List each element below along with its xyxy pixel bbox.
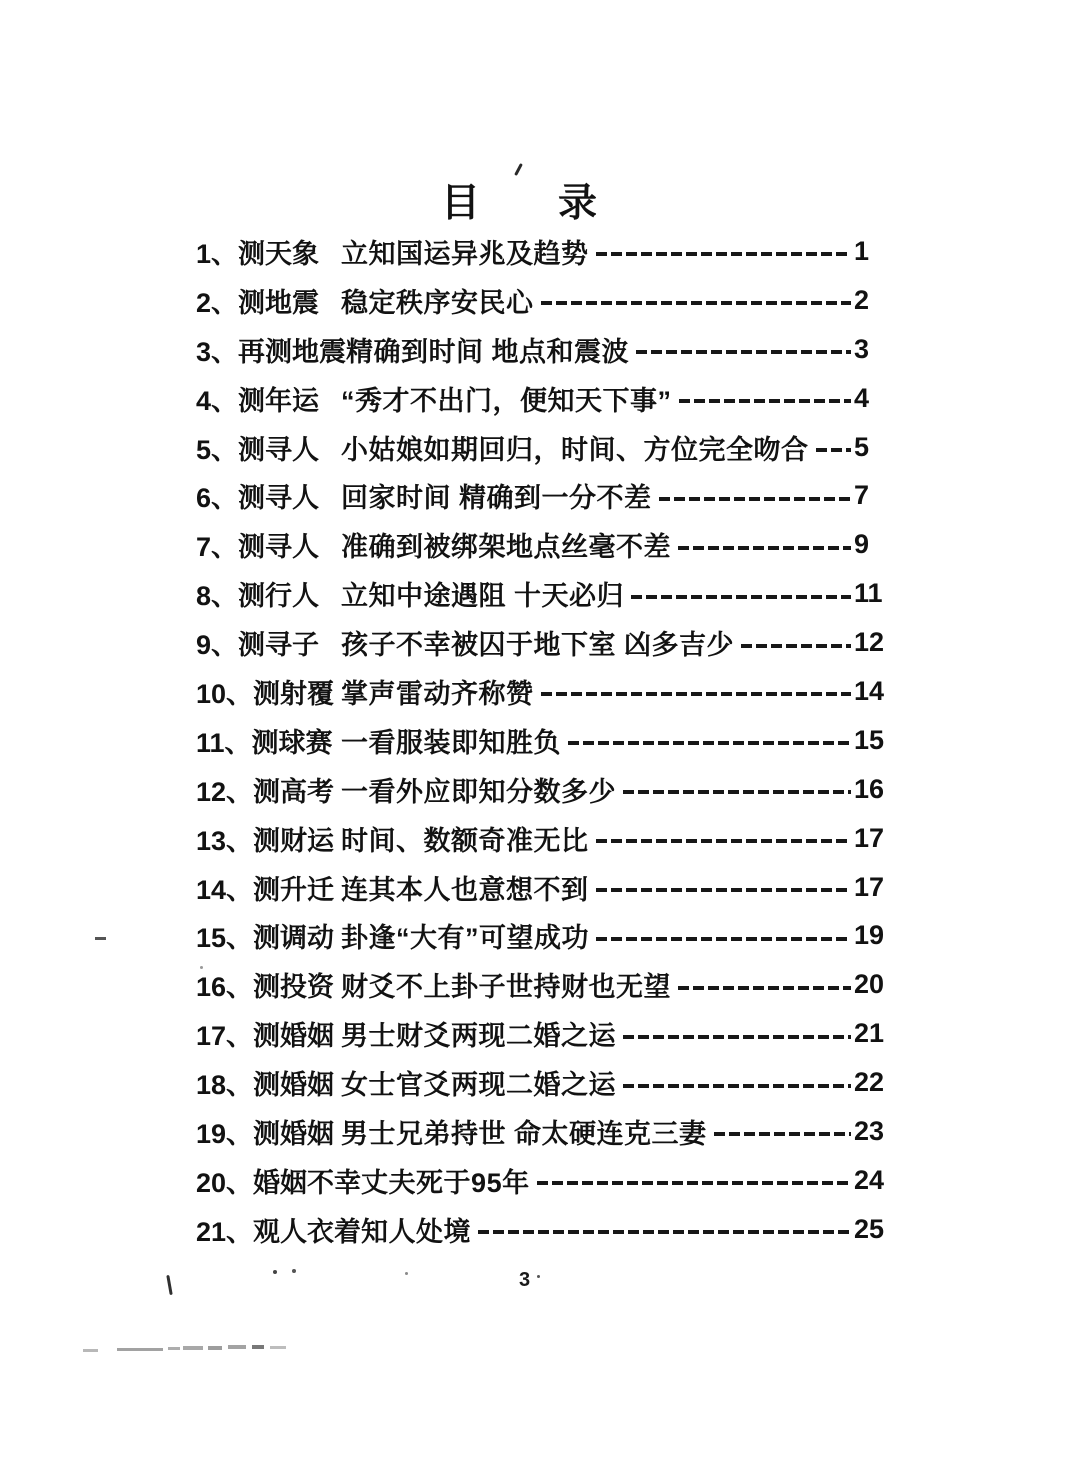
entry-number: 21、 xyxy=(196,1216,254,1247)
leader-line xyxy=(537,1181,851,1185)
toc-entry xyxy=(196,1058,890,1107)
title-char-right: 录 xyxy=(558,182,598,225)
leader-line xyxy=(623,1084,851,1088)
entry-label xyxy=(196,476,341,515)
leader-line xyxy=(659,497,851,501)
entry-label xyxy=(196,721,341,760)
entry-page: 21 xyxy=(854,1018,885,1049)
entry-label xyxy=(196,623,341,662)
entry-category: 测寻人 xyxy=(238,434,320,465)
entry-number: 1、 xyxy=(196,238,239,269)
entry-number: 5、 xyxy=(196,434,239,465)
entry-page: 1 xyxy=(854,235,870,266)
entry-number: 12、 xyxy=(196,776,254,807)
scan-artifact-bottom-smudge xyxy=(252,1345,264,1349)
toc-entry xyxy=(196,276,890,325)
entry-category: 测行人 xyxy=(238,581,320,612)
entry-label xyxy=(196,672,341,711)
entry-label xyxy=(196,232,341,271)
entry-label xyxy=(196,1112,341,1151)
entry-number: 4、 xyxy=(196,385,239,416)
entry-category: 测高考 xyxy=(253,776,335,807)
leader-line xyxy=(596,839,852,843)
toc-entry xyxy=(196,471,890,520)
scan-artifact-bottom-smudge xyxy=(228,1345,246,1349)
leader-line xyxy=(741,644,851,648)
entry-category: 测寻子 xyxy=(238,630,320,661)
entry-label xyxy=(196,770,341,809)
entry-label xyxy=(196,1210,361,1249)
entry-description: 一看服装即知胜负 xyxy=(341,727,561,758)
entry-number: 9、 xyxy=(196,630,239,661)
entry-category: 测婚姻 xyxy=(253,1118,335,1149)
scan-artifact-dot xyxy=(537,1275,540,1278)
entry-category: 观人衣着 xyxy=(253,1216,362,1247)
entry-page: 2 xyxy=(854,284,870,315)
entry-label xyxy=(196,1063,341,1102)
entry-page: 14 xyxy=(854,675,885,706)
entry-category: 测调动 xyxy=(253,923,335,954)
entry-page: 24 xyxy=(854,1164,885,1195)
entry-category: 测地震 xyxy=(238,287,320,318)
entry-description: 时间、数额奇准无比 xyxy=(341,825,589,856)
entry-description: 男士财爻两现二婚之运 xyxy=(341,1021,616,1052)
entry-label xyxy=(196,330,346,369)
entry-label xyxy=(196,428,341,467)
entry-category: 测寻人 xyxy=(238,532,320,563)
entry-label xyxy=(196,574,341,613)
entry-description: 一看外应即知分数多少 xyxy=(341,776,616,807)
entry-description: 精确到时间 地点和震波 xyxy=(346,336,630,367)
toc-entry xyxy=(196,1205,890,1254)
toc-entry xyxy=(196,374,890,423)
scan-artifact-bottom-smudge xyxy=(83,1349,98,1352)
entry-description: 丈夫死于95年 xyxy=(361,1167,530,1198)
entry-label xyxy=(196,916,341,955)
leader-line xyxy=(596,888,852,892)
entry-number: 18、 xyxy=(196,1070,254,1101)
entry-label xyxy=(196,525,341,564)
entry-category: 测年运 xyxy=(238,385,320,416)
toc-entry xyxy=(196,716,890,765)
entry-category: 测球赛 xyxy=(251,727,333,758)
toc-entry xyxy=(196,520,890,569)
entry-page: 5 xyxy=(854,431,870,462)
leader-line xyxy=(596,937,851,941)
scan-artifact-bottom-smudge xyxy=(208,1346,222,1350)
scan-artifact-margin-dash xyxy=(95,937,106,940)
entry-page: 19 xyxy=(854,920,885,951)
entry-description: “秀才不出门，便知天下事” xyxy=(341,385,672,416)
toc-entry xyxy=(196,423,890,472)
entry-page: 7 xyxy=(854,480,870,511)
entry-number: 19、 xyxy=(196,1118,254,1149)
entry-description: 掌声雷动齐称赞 xyxy=(341,678,534,709)
entry-label xyxy=(196,379,341,418)
entry-number: 15、 xyxy=(196,923,254,954)
entry-description: 女士官爻两现二婚之运 xyxy=(341,1070,616,1101)
toc-entry xyxy=(196,569,890,618)
entry-description: 知人处境 xyxy=(361,1216,472,1247)
entry-number: 7、 xyxy=(196,532,239,563)
leader-line xyxy=(636,350,851,354)
entry-number: 2、 xyxy=(196,287,239,318)
entry-label xyxy=(196,868,341,907)
entry-category: 婚姻不幸 xyxy=(253,1167,362,1198)
leader-line xyxy=(678,986,851,990)
entry-label xyxy=(196,819,341,858)
entry-category: 测升迁 xyxy=(253,874,335,905)
scan-artifact-bottom-smudge xyxy=(168,1347,180,1350)
entry-page: 17 xyxy=(854,871,885,902)
leader-line xyxy=(679,399,852,403)
entry-number: 3、 xyxy=(196,336,239,367)
scan-artifact-bottom-smudge xyxy=(117,1348,163,1351)
entry-number: 10、 xyxy=(196,678,254,709)
entry-number: 13、 xyxy=(196,825,254,856)
scan-artifact-dot xyxy=(273,1270,277,1274)
entry-description: 准确到被绑架地点丝毫不差 xyxy=(341,532,671,563)
toc-list xyxy=(196,227,890,1254)
entry-label xyxy=(196,965,341,1004)
entry-category: 测天象 xyxy=(238,238,320,269)
entry-number: 20、 xyxy=(196,1167,254,1198)
entry-category: 测寻人 xyxy=(238,483,320,514)
toc-entry xyxy=(196,863,890,912)
entry-page: 11 xyxy=(854,578,883,609)
entry-page: 12 xyxy=(854,627,885,658)
entry-category: 测投资 xyxy=(253,972,335,1003)
entry-label xyxy=(196,281,341,320)
entry-page: 25 xyxy=(854,1213,885,1244)
toc-entry xyxy=(196,911,890,960)
scan-artifact-bottom-smudge xyxy=(270,1346,286,1349)
entry-number: 11、 xyxy=(196,727,252,758)
title-char-left: 目 xyxy=(440,182,480,225)
leader-line xyxy=(623,790,851,794)
leader-line xyxy=(816,448,852,452)
entry-label xyxy=(196,1014,341,1053)
entry-description: 回家时间 精确到一分不差 xyxy=(341,483,652,514)
leader-line xyxy=(478,1230,851,1234)
entry-page: 15 xyxy=(854,724,885,755)
leader-line xyxy=(541,692,852,696)
toc-entry xyxy=(196,227,890,276)
entry-number: 17、 xyxy=(196,1021,254,1052)
leader-line xyxy=(541,301,852,305)
entry-page: 3 xyxy=(854,333,870,364)
page-title xyxy=(0,172,1038,228)
toc-entry xyxy=(196,1156,890,1205)
entry-description: 稳定秩序安民心 xyxy=(341,287,534,318)
scan-artifact-dot xyxy=(200,966,203,969)
entry-category: 测射覆 xyxy=(253,678,335,709)
toc-entry xyxy=(196,814,890,863)
leader-line xyxy=(678,546,851,550)
leader-line xyxy=(623,1035,851,1039)
scan-artifact-footer-slash xyxy=(166,1275,172,1295)
toc-entry xyxy=(196,1009,890,1058)
entry-description: 立知国运异兆及趋势 xyxy=(341,238,589,269)
footer-page-number: 3 xyxy=(519,1269,531,1291)
leader-line xyxy=(568,741,851,745)
entry-number: 6、 xyxy=(196,483,239,514)
entry-description: 小姑娘如期回归，时间、方位完全吻合 xyxy=(341,434,809,465)
entry-category: 测婚姻 xyxy=(253,1021,335,1052)
entry-description: 孩子不幸被囚于地下室 凶多吉少 xyxy=(341,630,735,661)
toc-entry xyxy=(196,765,890,814)
leader-line xyxy=(631,595,851,599)
scan-artifact-dot xyxy=(292,1269,296,1273)
entry-description: 卦逢“大有”可望成功 xyxy=(341,923,589,954)
leader-line xyxy=(596,252,852,256)
entry-description: 男士兄弟持世 命太硬连克三妻 xyxy=(341,1118,707,1149)
toc-entry xyxy=(196,1107,890,1156)
entry-page: 16 xyxy=(854,773,885,804)
entry-category: 再测地震 xyxy=(238,336,347,367)
entry-category: 测财运 xyxy=(253,825,335,856)
toc-entry xyxy=(196,667,890,716)
entry-number: 16、 xyxy=(196,972,254,1003)
leader-line xyxy=(714,1132,851,1136)
toc-entry xyxy=(196,618,890,667)
scan-artifact-bottom-smudge xyxy=(183,1346,203,1350)
entry-number: 8、 xyxy=(196,581,239,612)
entry-page: 23 xyxy=(854,1115,885,1146)
entry-description: 财爻不上卦子世持财也无望 xyxy=(341,972,671,1003)
scan-artifact-dot xyxy=(405,1272,408,1275)
entry-number: 14、 xyxy=(196,874,254,905)
entry-category: 测婚姻 xyxy=(253,1070,335,1101)
entry-description: 立知中途遇阻 十天必归 xyxy=(341,581,625,612)
toc-entry xyxy=(196,960,890,1009)
entry-page: 4 xyxy=(854,382,870,413)
entry-label xyxy=(196,1161,361,1200)
entry-page: 22 xyxy=(854,1067,885,1098)
entry-page: 20 xyxy=(854,969,885,1000)
entry-page: 9 xyxy=(854,529,870,560)
entry-page: 17 xyxy=(854,822,885,853)
entry-description: 连其本人也意想不到 xyxy=(341,874,589,905)
toc-entry xyxy=(196,325,890,374)
